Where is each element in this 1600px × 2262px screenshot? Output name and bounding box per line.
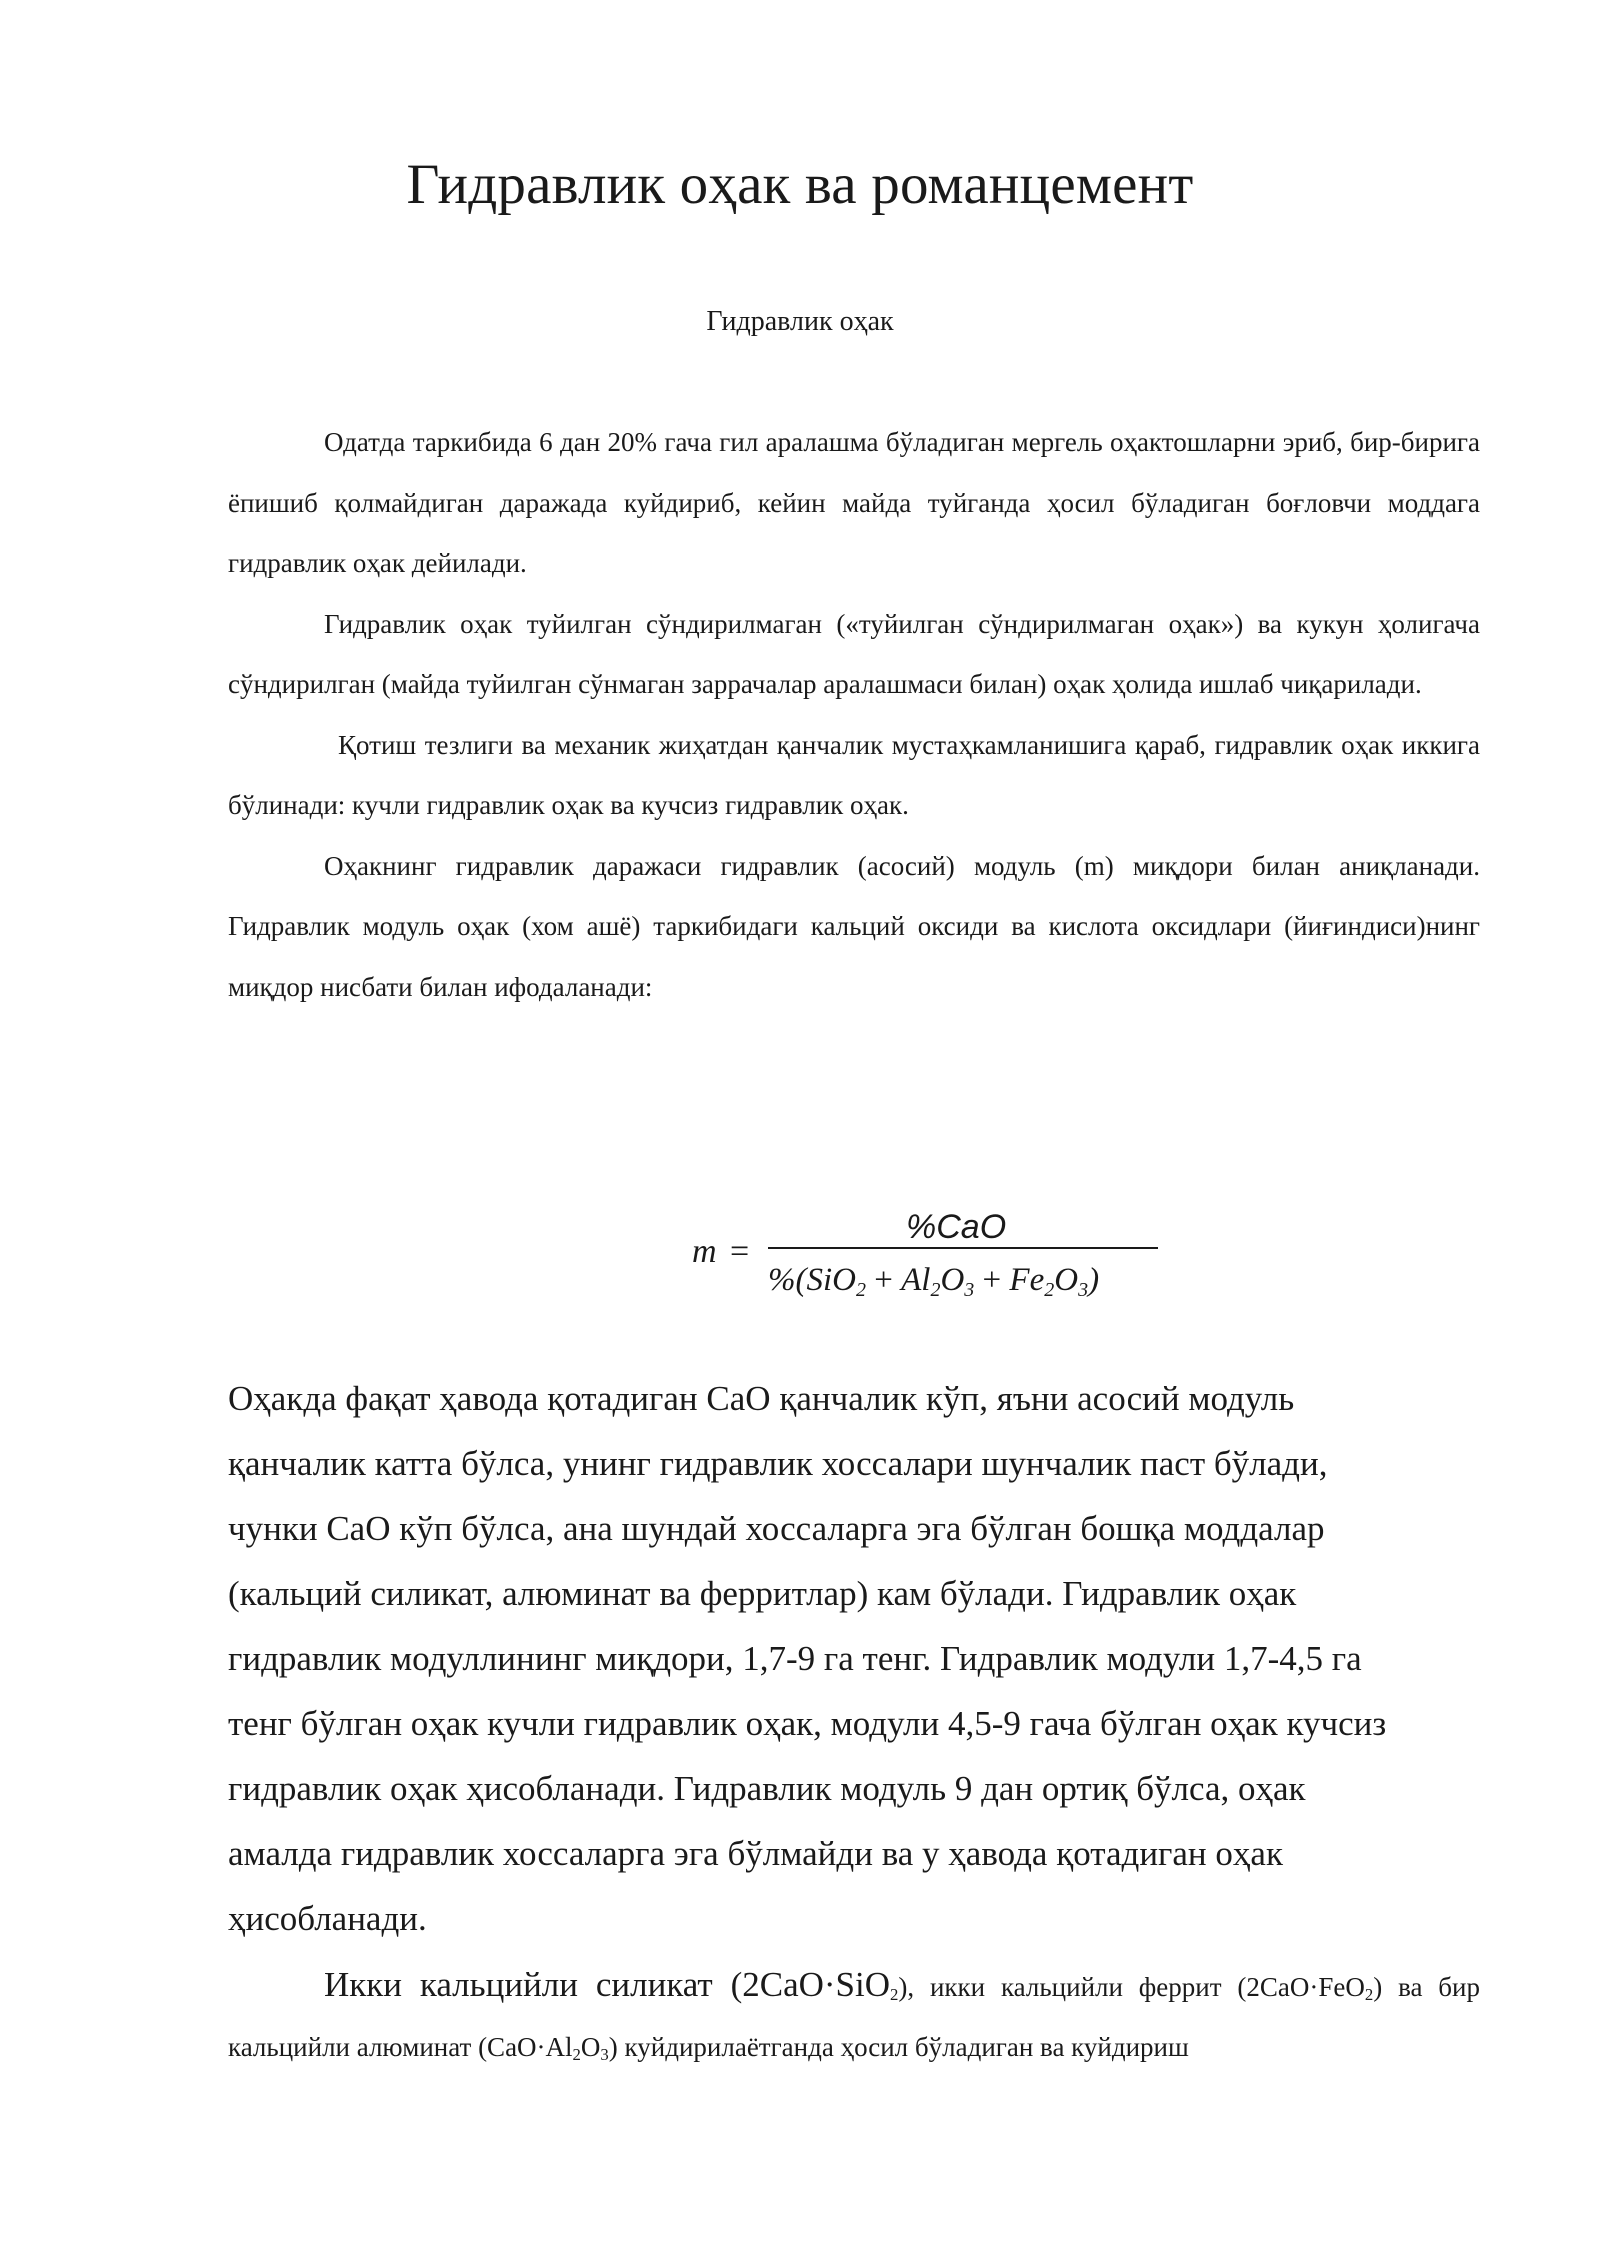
paragraph-4: Оҳакнинг гидравлик даражаси гидравлик (асосий) модуль (m) миқдори билан аниқланади. Гидравлик модуль оҳак (хом ашё) таркибидаги кальций оксиди ва кислота оксидлари (йиғиндиси)нинг миқдор нисбати билан ифодаланади:: [228, 850, 1480, 1002]
large-line-3: чунки CaO кўп бўлса, ана шундай хоссаларга эга бўлган бошқа моддалар: [228, 1509, 1325, 1548]
formula-numerator: %CaO: [906, 1208, 1007, 1246]
formula-equals: =: [730, 1233, 750, 1270]
large-line-9: ҳисобланади.: [228, 1899, 427, 1938]
formula-denominator: %(SiO2 + Al2O3 + Fe2O3): [768, 1262, 1100, 1301]
large-line-1: Оҳакда фақат ҳавода қотадиган CaO қанчалик кўп, яъни асосий модуль: [228, 1379, 1295, 1418]
paragraph-1: Одатда таркибида 6 дан 20% гача гил аралашма бўладиган мергель оҳактошларни эриб, бир-бирига ёпишиб қолмайдиган даражада куйдириб, кейин майда туйганда ҳосил бўладиган боғловчи моддага гидравлик оҳак дейилади.: [228, 427, 1480, 578]
hydraulic-modulus-formula: [688, 1196, 1168, 1306]
final-paragraph: [228, 1955, 1480, 2077]
paragraph-3: Қотиш тезлиги ва механик жиҳатдан қанчалик мустаҳкамланишига қараб, гидравлик оҳак иккига бўлинади: кучли гидравлик оҳак ва кучсиз гидравлик оҳак.: [228, 729, 1480, 820]
large-line-5: гидравлик модуллининг миқдори, 1,7-9 га тенг. Гидравлик модули 1,7-4,5 га: [228, 1639, 1362, 1678]
formula-lhs: m: [692, 1233, 717, 1270]
large-line-6: тенг бўлган оҳак кучли гидравлик оҳак, модули 4,5-9 гача бўлган оҳак кучсиз: [228, 1704, 1387, 1743]
large-paragraph: [228, 1366, 1498, 1951]
paragraph-block: [228, 412, 1480, 1017]
large-line-7: гидравлик оҳак ҳисобланади. Гидравлик модуль 9 дан ортиқ бўлса, оҳак: [228, 1769, 1306, 1808]
document-title: Гидравлик оҳак ва романцемент: [406, 153, 1194, 216]
section-subtitle: Гидравлик оҳак: [706, 306, 894, 337]
large-line-4: (кальций силикат, алюминат ва ферритлар) кам бўлади. Гидравлик оҳак: [228, 1574, 1297, 1613]
large-line-2: қанчалик катта бўлса, унинг гидравлик хоссалари шунчалик паст бўлади,: [228, 1444, 1328, 1483]
large-line-8: амалда гидравлик хоссаларга эга бўлмайди ва у ҳавода қотадиган оҳак: [228, 1834, 1283, 1873]
final-paragraph-text: Икки кальцийли силикат (2CaO·SiO$_2$), икки кальцийли феррит (2CaO·FeO$_2$) ва бир кальцийли алюминат $(CaO\cdot Al_2O_3)$ куйдирилаётганда ҳосил бўладиган ва куйдириш: [228, 1965, 1480, 2065]
paragraph-2: Гидравлик оҳак туйилган сўндирилмаган («туйилган сўндирилмаган оҳак») ва кукун ҳолигача сўндирилган (майда туйилган сўнмаган заррачалар аралашмаси билан) оҳак ҳолида ишлаб чиқарилади.: [228, 608, 1480, 699]
